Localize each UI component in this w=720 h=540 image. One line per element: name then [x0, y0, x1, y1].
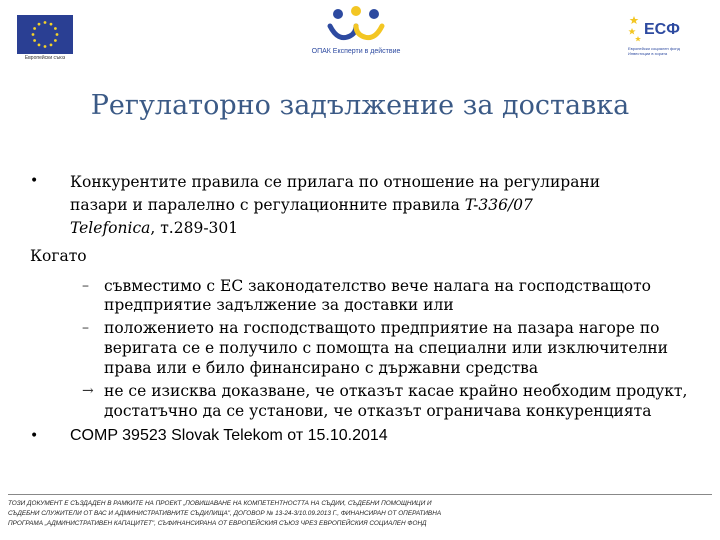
- esf-stars-icon: [626, 12, 686, 44]
- sub2-line3: права или е било финансирано с държавни средства: [104, 359, 539, 377]
- bullet1-case-name: Telefonica: [70, 219, 151, 237]
- esf-label: ЕСФ: [644, 21, 680, 38]
- eu-flag-logo: [17, 15, 73, 54]
- esf-logo: [626, 12, 686, 44]
- eu-stars-icon: [17, 15, 73, 54]
- bullet1-line3: [70, 218, 238, 238]
- opak-caption: ОПАК Експерти в действие: [311, 48, 401, 55]
- footer-note: [8, 499, 712, 529]
- footer-line2: СЪДЕБНИ СЛУЖИТЕЛИ ОТ ВАС И АДМИНИСТРАТИВНИТЕ СЪДИЛИЩА", ДОГОВОР № 13-24-3/10.09.2013 Г., ФИНАНСИРАН ОТ ОПЕРАТИВНА: [8, 510, 442, 517]
- sub3-line1: не се изисква доказване, че отказът касае крайно необходим продукт,: [104, 382, 688, 400]
- sub1-line1: съвместимо с ЕС законодателство вече налага на господстващото: [104, 277, 652, 295]
- bullet1-line2-text: пазари и паралелно с регулационните правила: [70, 196, 465, 214]
- sub2-line2: веригата се е получило с помощта на специални или изключителни: [104, 339, 669, 357]
- sub2-line1: положението на господстващото предприятие на пазара нагоре по: [104, 319, 660, 337]
- footer-divider: [8, 494, 712, 495]
- bullet1-line1: Конкурентите правила се прилага по отношение на регулирани: [70, 173, 601, 191]
- sub3-marker: →: [82, 383, 94, 399]
- esf-caption: Европейски социален фонд Инвестиции в хората: [628, 46, 680, 56]
- bullet1-line2: [70, 195, 533, 215]
- opak-people-icon: [326, 6, 386, 46]
- slide-title: Регулаторно задължение за доставка: [90, 90, 630, 121]
- opak-logo: [326, 6, 386, 46]
- sub1-line2: предприятие задължение за доставки или: [104, 296, 454, 314]
- footer-line3: ПРОГРАМА „АДМИНИСТРАТИВЕН КАПАЦИТЕТ", СЪФИНАНСИРАНА ОТ ЕВРОПЕЙСКИЯ СЪЮЗ ЧРЕЗ ЕВРОПЕЙСКИЯ СОЦИАЛЕН ФОНД: [8, 520, 427, 527]
- sub2-marker: –: [82, 320, 89, 336]
- eu-caption: Европейски съюз: [24, 55, 66, 61]
- sub1-marker: –: [82, 278, 89, 294]
- bullet-marker: •: [30, 173, 39, 189]
- bullet2-text: COMP 39523 Slovak Telekom от 15.10.2014: [70, 427, 388, 444]
- bullet-marker: •: [30, 428, 39, 444]
- kogato-label: Когато: [30, 247, 87, 265]
- footer-line1: ТОЗИ ДОКУМЕНТ Е СЪЗДАДЕН В РАМКИТЕ НА ПРОЕКТ „ПОВИШАВАНЕ НА КОМПЕТЕНТНОСТТА НА СЪДИИ, СЪДЕБНИ ПОМОЩНИЦИ И: [8, 500, 432, 507]
- bullet1-line3-text: , т.289-301: [150, 219, 239, 237]
- bullet1-case-ref: T-336/07: [464, 196, 533, 214]
- sub3-line2: достатъчно да се установи, че отказът ограничава конкуренцията: [104, 402, 652, 420]
